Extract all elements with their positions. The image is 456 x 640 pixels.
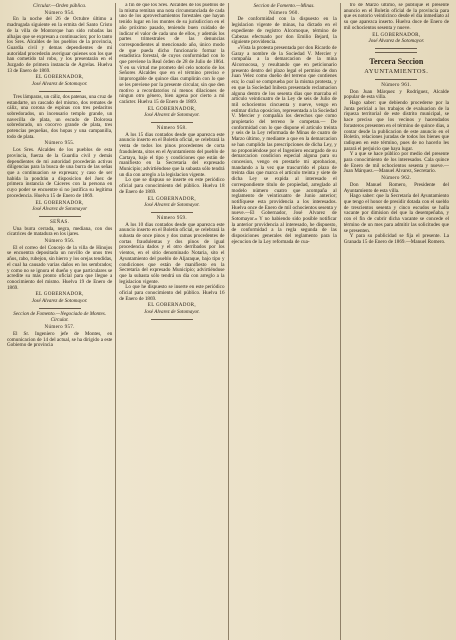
paragraph: Y para su publicidad se fija el presente. La Granada 15 de Enero de 1869.—Manuel Romero. [343,233,449,245]
section-title: Tercera Seccion [369,56,424,66]
section-header: Seccion de Fomento.—Negociado de Montes. [13,310,107,317]
columns [4,3,452,640]
divider [375,52,417,53]
paragraph: El Sr. Ingeniero jefe de Montes, en comunicacion de 14 del actual, se ha dirigido a este Gobierno de provincia [7,330,113,349]
signature: José Alvarez de Sotomayor. [368,38,425,45]
notice-number: Número 957. [44,324,75,331]
divider [39,216,81,217]
governor-label: EL GOBERNADOR, [372,31,421,38]
divider [151,319,193,320]
paragraph: a fin de que los Sres. Alcaldes de los pueblos de la misma remitan una nota circunstanciada de cada uno de los aprovechamientos forestales que hayan tenido lugar en los montes de su jurisdiccion en el año próximo pasado, teniendo buen cuidado de indicar el valor de cada uno de ellos, y además los partes trimestrales de las denuncias correspondientes al mencionado año, único modo de que pueda dicho funcionario formar la estadística forestal, de cuyos conformidad con lo que previene la Real órden de 28 de Julio de 1864. Y en su virtud me prometo del celo notorio de los Señores Alcaldes que en el término preciso e improrogable de quince dias cumplirán con lo que se les previene por la presente circular, sin que den motivo a recordatorios ni menos dilaciones de ningun otro género, bien agena por cierto a mi carácter. Huelva 15 de Enero de 1869. [119,3,225,105]
section-subtitle: AYUNTAMIENTOS. [364,67,429,75]
divider [151,212,193,213]
divider [375,79,417,80]
paragraph: Don Juan Márquez y Rodríguez, Alcalde popular de esta villa. [343,88,449,101]
notice-number: Número 956. [44,238,75,245]
signature: José Alvarez de Sotomayor. [31,298,88,305]
notice-number: Número 959. [156,214,187,221]
signature: José Alvarez de Sotomayor. [144,309,200,316]
signature: José Alvarez de Sotomayor. [31,81,88,88]
column-1 [4,3,115,640]
governor-label: EL GOBERNADOR, [35,199,84,206]
section-header: Circular. [50,317,69,324]
signature: José Alvarez de Sotomayor [32,206,88,213]
notice-number: Número 961. [381,81,412,88]
paragraph: Hago saber: que debiendo procederse por la Junta pericial a los trabajos de evaluacion de la riqueza territorial de este distrito municipal, se hace preciso que los vecinos y hacendados forasteros presenten en el término de quince dias, a contar desde la publicacion de este anuncio en el Boletín, relaciones juradas de todos los bienes que radiquen en este término, pues de no hacerlo les parará el perjuicio que haya lugar. [343,100,449,152]
notice-number: Número 955. [44,140,75,147]
column-3 [228,3,340,640]
divider [151,122,193,123]
governor-label: EL GOBERNADOR, [35,74,84,81]
paragraph: Una burra cerrada, negra, mediana, con dos cicatrices de matadura en los ijares. [7,225,113,238]
governor-label: EL GOBERNADOR, [147,302,196,309]
paragraph: tro de Marzo último, se publique el presente anuncio en el Boletín oficial de la provincia para que es notorio veinticinco desde el dia inmediato al su que aparezca inserto. Huelva doce de Enero de mil ochocientos sesenta y nueve. [343,3,449,31]
section-header: Circular.—Orden pública. [33,3,87,9]
governor-label: EL GOBERNADOR, [147,195,196,202]
senas-heading: SEÑAS. [50,218,70,225]
paragraph: Y a que se hace público por medio del presente para conocimiento de los interesados. Cala quince de Enero de mil ochocientos sesenta y nueve.—Juan Márquez.—Manuel Alvarez, Secretario. [343,151,449,175]
signature: José Alvarez de Sotomayor. [144,202,200,209]
column-4 [340,3,452,640]
paragraph: Los Sres. Alcaldes de los pueblos de esta provincia, fuerza de la Guardia civil y demás dependientes de mi autoridad procederán activas diligencias para la busca de una burra de las señas que a continuacion se expresan; y caso de ser habida la pondrán a disposicion del Juez de primera instancia de Cáceres con la persona en cuyo poder se encuentre si no justifica su legítima procedencia. Huelva 15 de Enero de 1869. [7,147,113,199]
paragraph: El el correo del Concejo de la villa de Hinojos se encuentra depositada un novillo de unos tres años, rabo, rubejon, sin hierro y los orejas tendidas, el cual ha causado varias daños en los sembrados; y como no se ignora el dueño y que particulares se acredite su más pronto oficial para que llegue a conocimiento del mismo. Huelva 19 de Enero de 1869. [7,244,113,291]
notice-number: Número 954. [44,9,75,16]
governor-label: EL GOBERNADOR, [147,105,196,112]
paragraph: En la noche del 26 de Octubre último a madrugada siguiente en la ermita del Santo Cristo de la villa de Montorque han sido robadas las alhajas que se expresan a continuacion; por lo tanto los Sres. Alcaldes de los pueblos de la provincia, Guardia civil y demas dependientes de mi autoridad procederán averiguar quienes son los que han cometido tal robo, y los presentarán en el Juzgado de primera instancia de Agrelas. Huelva 13 de Enero de 1869. [7,16,113,74]
paragraph: Lo que he dispuesto se inserte en este periódico oficial para conocimiento del público. Huelva 16 de Enero de 1869. [119,284,225,302]
divider [39,91,81,92]
signature: José Alvarez de Sotomayor. [144,112,200,119]
section-header: Seccion de Fomento.—Minas. [253,3,315,9]
divider [39,308,81,309]
paragraph: A los 10 dias contados desde que aparezca este anuncio inserto en el Boletín oficial, se celebrará la subasta de once pinos y dos ramas procedentes de cortas fraudulentas y dos pinos de igual procedencia dados y el otro derribados por los vientos, en el sitio denominado Notaria, sito el Ayuntamiento del pueblo de Aljaraque, bajo tipo y condiciones que están de manifiesto en la Secretaría del expresado Municipio; advirtiéndose que la subasta sólo tendrá un dia con arreglo a la legislacion vigente. [119,221,225,285]
notice-number: Número 962. [381,175,412,182]
column-2 [115,3,227,640]
paragraph: De conformidad con la dispuesto en la legislacion vigente de minas, ha dictado en el expediente de registro Alcornoque, término de Cabezas efectuado por don Emilio Bejard, la siguiente providencia. [231,16,337,46]
divider [375,48,417,49]
paragraph: Hago saber: que la Secretaría del Ayuntamiento que tengo el honor de presidir dotada con el sueldo de trescientos sesenta y cinco escudos se halla vacante por dimision del que la desempeñaba, y con el fin de cubrir dicha vacante se concede el término de un mes para admitir las solicitudes que se presenten. [343,193,449,234]
paragraph: Don Manuel Romero, Presidente del Ayuntamiento de esta villa. [343,181,449,194]
paragraph: «Vista la protesta presentada por don Ricardo de Garay a nombre de la Sociedad V. Mercier y compañía a la demarcacion de la mina Alcornocosa, y resultando que en peticionario presento dentro del plazo legal el permiso de don Juan Velez como dueño del terreno que contienes era; lo cual se comprueba por la misma protesta, y en que la Sociedad Inibera presentado reclamacion alguna dentro de los sesenta dias que marcaba el artículo veinticuatro de la Ley de seis de Julio de mil ochocientos cincuenta y nueve, vengo en estimar dicha oposicion, representada a la Sociedad V. Mercier y compañía los derechos que como propietario del terreno le competan.— De conformidad con lo que dispone el artículo treinta y seis de la Ley reformada de Minas de cuatro de Marzo último, y mediante a que en la demarcacion se han cumplido las prescripciones de dicha Ley, y no proponiéndose por el Ingeniero encargado de su demarcacion condicion especial alguna para su concesion, vengo en prestarle mi aprobacion, mandando a la vez que trascurrido el plazo de treinta dias que marca el artículo treinta y siete de dicha Ley se expida al interesado el correspondiente título de propiedad, arreglado al modelo número cuatro que acompaña al reglamento de veinticuatro de Junio anterior; notifíquese esta providencia a los interesados. Huelva once de Enero de mil ochocientos sesenta y nueve.—El Gobernador, José Alvarez de Sotomayor.» Y no habiendo sido posible notificar la anterior providencia al interesado, he dispuesto, de conformidad a la regla segunda de las disposiciones generales del reglamento para la ejecucion de la Ley reformada de cua- [231,44,337,245]
paragraph: Tres lámparas, un cáliz, dos patenas, una cruz de estandarte, un cascado del mismo, dos remates de cáliz, una corona de espinas con tres pedacitos sobredorados, un incensario templo grande, un navecilla de plata, un escudo de Dolorosa sobredorado, un cocorvo grande de plata, tres potencias pequeñas, dos hopas y una campanilla, todo de plata. [7,93,113,140]
governor-label: EL GOBERNADOR, [35,291,84,298]
paragraph: A los 15 dias contados desde que aparezca este anuncio inserto en el Boletín oficial, se celebrará la venta de todos los pinos procedentes de corta fraudulenta, sitos en el Ayuntamiento del pueblo de Cartaya, bajo el tipo y condiciones que están de manifiesto en la Secretaría del expresado Municipio; advirtiéndose que la subasta sólo tendrá un dia con arreglo a la legislacion vigente. [119,131,225,178]
notice-number: Número 960. [269,9,300,16]
notice-number: Número 958. [156,125,187,132]
paragraph: Lo que se dispuso se inserte en este periódico oficial para conocimiento del público. Huelva 18 de Enero de 1869. [119,177,225,195]
